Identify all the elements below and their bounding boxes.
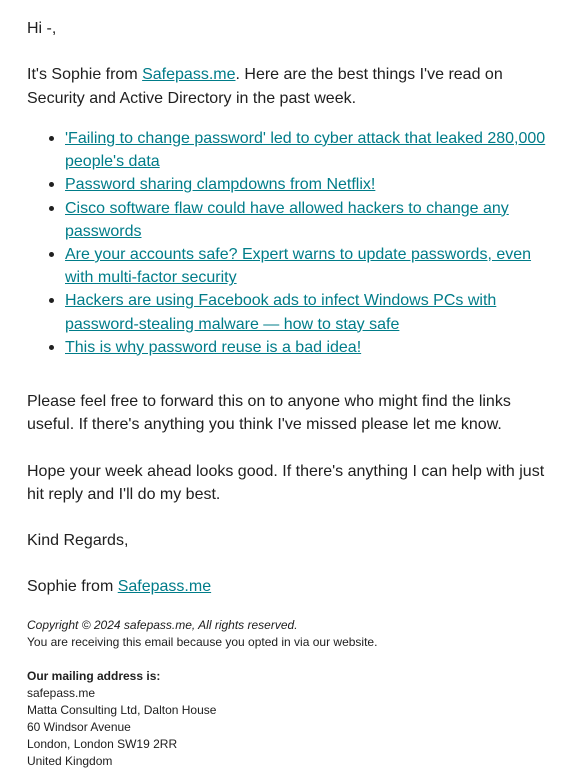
article-link[interactable]: Cisco software flaw could have allowed hackers to change any passwords [65, 199, 509, 240]
list-item [65, 243, 554, 289]
address-line: 60 Windsor Avenue [27, 719, 131, 734]
safepass-link[interactable]: Safepass.me [142, 66, 236, 84]
list-item [65, 289, 554, 335]
article-link[interactable]: 'Failing to change password' led to cyber attack that leaked 280,000 people's data [65, 129, 546, 171]
bullet-icon [49, 298, 54, 303]
address-line: United Kingdom [27, 753, 113, 768]
bullet-icon [49, 206, 54, 211]
article-link[interactable]: Are your accounts safe? Expert warns to update passwords, even with multi-factor security [65, 245, 532, 287]
copyright-notice: Copyright © 2024 safepass.me, All rights reserved. [27, 617, 298, 632]
greeting: Hi -, [27, 20, 57, 37]
article-link[interactable]: Hackers are using Facebook ads to infect Windows PCs with password-stealing malware — how to stay safe [65, 292, 497, 333]
intro-paragraph [27, 63, 554, 110]
intro-text-after: . Here are the best things I've read on Security and Active Directory in the past week. [27, 66, 503, 107]
email-footer [27, 617, 554, 770]
bullet-icon [49, 136, 54, 141]
list-item [65, 173, 554, 196]
mailing-address-label: Our mailing address is: [27, 668, 161, 683]
article-link[interactable]: This is why password reuse is a bad idea! [65, 338, 362, 356]
bullet-icon [49, 345, 54, 350]
address-line: safepass.me [27, 685, 96, 700]
article-links-list [27, 127, 554, 359]
bullet-icon [49, 182, 54, 187]
list-item [65, 197, 554, 243]
bullet-icon [49, 252, 54, 257]
signoff [27, 575, 554, 598]
forward-paragraph: Please feel free to forward this on to anyone who might find the links useful. If there's anything you think I've missed please let me know. [27, 392, 511, 434]
hope-paragraph: Hope your week ahead looks good. If there's anything I can help with just hit reply and I'll do my best. [27, 462, 545, 503]
address-line: Matta Consulting Ltd, Dalton House [27, 702, 217, 717]
intro-text-before: It's Sophie from [27, 66, 143, 84]
signoff-text: Sophie from [27, 578, 118, 596]
list-item [65, 127, 554, 173]
safepass-signoff-link[interactable]: Safepass.me [117, 578, 212, 596]
kind-regards: Kind Regards, [27, 532, 129, 550]
address-line: London, London SW19 2RR [27, 736, 178, 751]
subscription-reason: You are receiving this email because you opted in via our website. [27, 634, 378, 649]
article-link[interactable]: Password sharing clampdowns from Netflix! [65, 176, 376, 194]
list-item [65, 336, 554, 359]
